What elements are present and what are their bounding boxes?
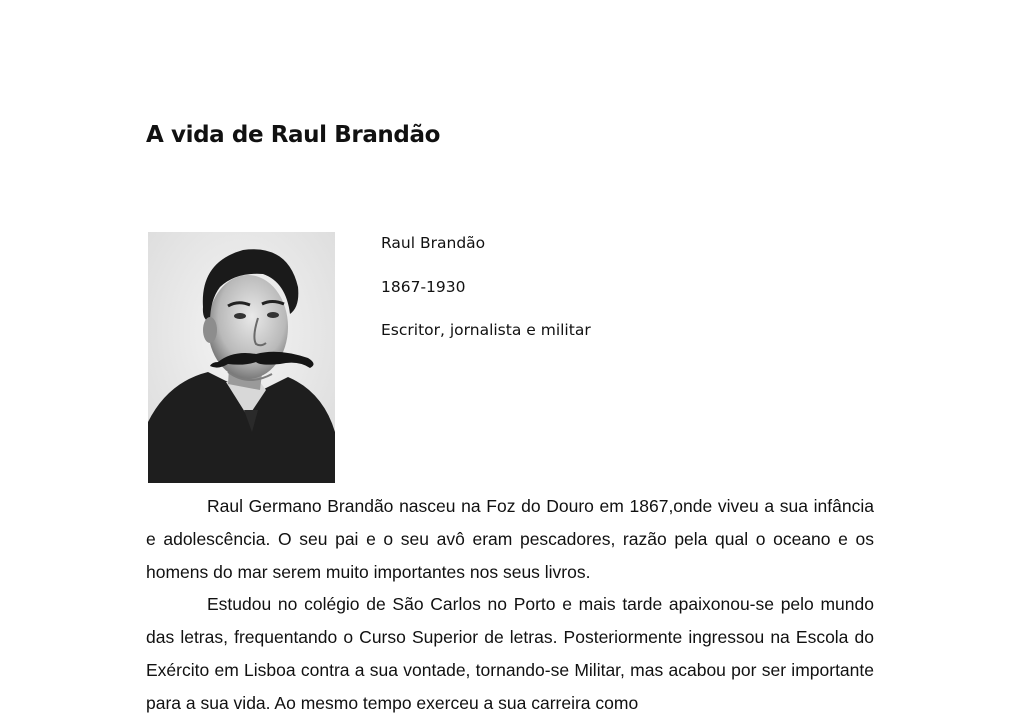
document-title: A vida de Raul Brandão xyxy=(146,122,440,148)
paragraph: Estudou no colégio de São Carlos no Porto e mais tarde apaixonou-se pelo mundo das letras, frequentando o Curso Superior de letras. Posteriormente ingressou na Escola do Exército em Lisboa contra a sua vontade, tornando-se Militar, mas acabou por ser importante para a sua vida. Ao mesmo tempo exerceu a sua carreira como xyxy=(146,594,874,713)
caption-years: 1867-1930 xyxy=(381,277,466,296)
portrait-caption xyxy=(381,232,591,363)
portrait-photo xyxy=(148,232,335,483)
body-text xyxy=(146,490,874,720)
caption-occupation: Escritor, jornalista e militar xyxy=(381,321,591,339)
paragraph: Raul Germano Brandão nasceu na Foz do Douro em 1867,onde viveu a sua infância e adolescência. O seu pai e o seu avô eram pescadores, razão pela qual o oceano e os homens do mar serem muito importantes nos seus livros. xyxy=(146,496,874,582)
caption-name: Raul Brandão xyxy=(381,234,486,252)
